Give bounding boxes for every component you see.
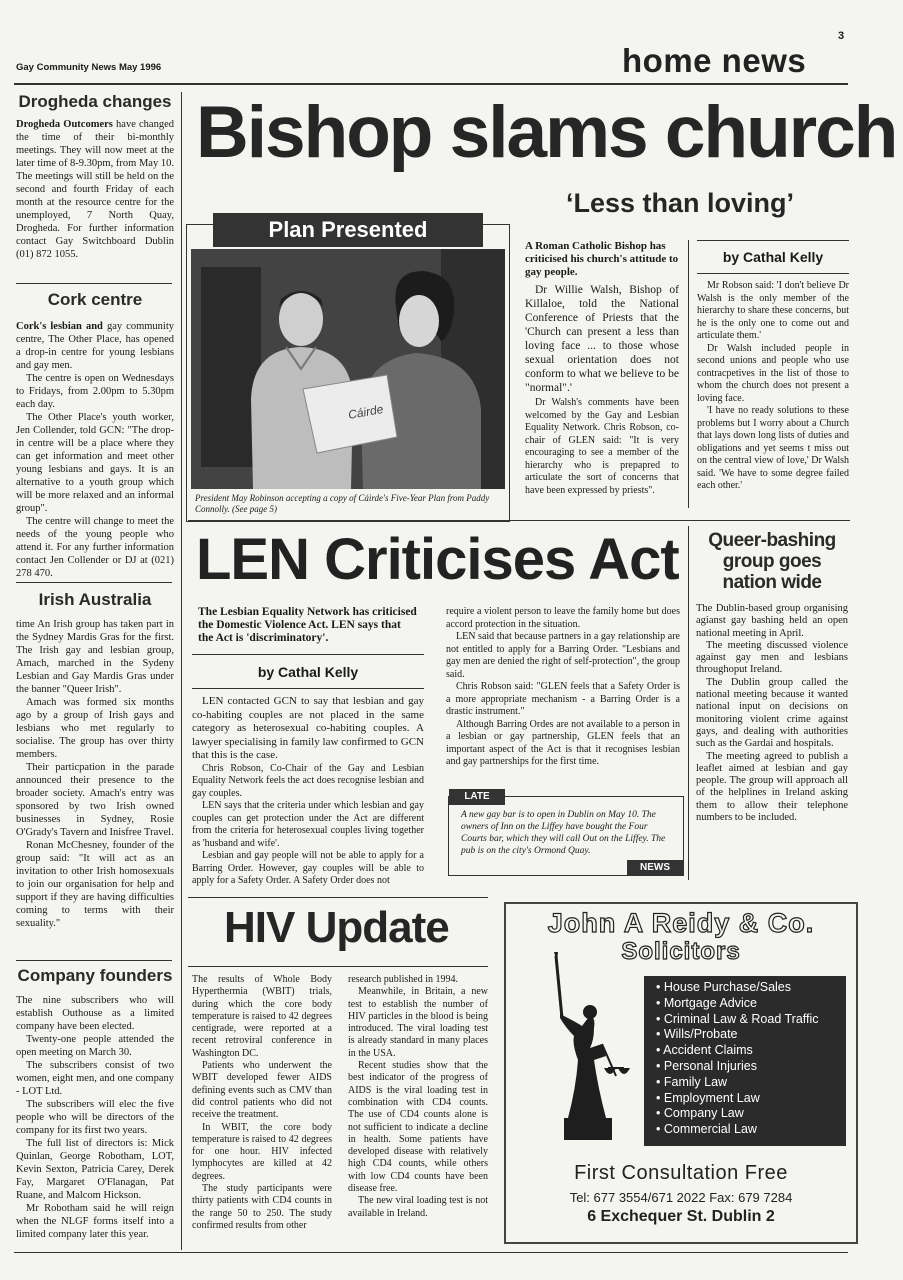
queer-para: The meeting agreed to publish a leaflet aimed at lesbian and gay people. The group will approach all of the helplines in Ireland asking them to allow their telephone numbers to be included. (696, 750, 848, 824)
service-item: • Personal Injuries (656, 1058, 757, 1073)
service-item: • Criminal Law & Road Traffic (656, 1011, 819, 1026)
advert-phone: Tel: 677 3554/671 2022 Fax: 679 7284 (569, 1190, 793, 1205)
bishop-para: Dr Willie Walsh, Bishop of Killaloe, told the National Conference of Priests that the 'Church can present a less than loving face ... to those whose sexual orientation does not conform to what we believe to be "normal".' (525, 284, 679, 394)
section-title: home news (622, 42, 807, 79)
cork-para: The Other Place's youth worker, Jen Collender, told GCN: "The drop-in centre will be a place where they can get information and meet other young lesbians and gays. It is an alternative to a youth group which will be more relaxed and an informal group". (16, 412, 174, 514)
founders-para: The full list of directors is: Mick Quinlan, George Robotham, LOT, Kevin Sexton, Patricia Carey, Derek Fay, Margaret O'Flanagan, Pat Ruane, and Malcom Hickson. (16, 1138, 174, 1201)
bishop-para: Dr Walsh included people in second unions and people who use contracpetives in the list of those to whom the church does not present a loving face. (697, 342, 849, 404)
drogheda-title: Drogheda changes (18, 92, 172, 111)
queer-title: Queer-bashing group goes nation wide (708, 530, 836, 593)
hiv-para: The new viral loading test is not available in Ireland. (348, 1195, 488, 1219)
australia-title: Irish Australia (38, 590, 152, 609)
hiv-para: Patients who underwent the WBIT developed fewer AIDS defining events such as CMV than did control patients who did not receive the treatment. (192, 1060, 332, 1121)
australia-para: Ronan McChesney, founder of the group said: "It will act as an invitation to other Irish homosexuals to join our organisation for help and support if they are having difficulties coming to terms with their sexuality." (16, 840, 174, 929)
australia-body (16, 618, 174, 930)
founders-para: The subscribers will elec the five people who will be directors of the company for its first two years. (16, 1099, 174, 1136)
advert-firm-name: John A Reidy & Co. (547, 908, 815, 938)
service-item: • House Purchase/Sales (656, 980, 792, 994)
cork-lead: Cork's lesbian and (16, 321, 103, 332)
bishop-intro: A Roman Catholic Bishop has criticised his church's attitude to gay people. (525, 240, 679, 278)
len-para: Lesbian and gay people will not be able to apply for a Barring Order. However, gay couples will be able to apply for a Safety Order. A Safety Order does not (192, 850, 424, 886)
photo-caption: President May Robinson accepting a copy of Cáirde's Five-Year Plan from Paddy Connolly. (See page 5) (195, 493, 490, 514)
founders-title: Company founders (17, 966, 173, 985)
founders-para: Mr Robotham said he will reign when the NLGF forms itself into a limited company later this year. (16, 1203, 174, 1240)
hiv-headline: HIV Update (224, 903, 449, 952)
bishop-byline: by Cathal Kelly (722, 249, 824, 265)
justice-statue-icon (532, 948, 632, 1148)
len-para: Although Barring Ordes are not available to a person in a lesbian or gay partnership, GLEN feels that an important aspect of the Act is that it recognises lesbian and gay partnerships for the first time. (446, 718, 680, 767)
hiv-para: The study participants were thirty patients with CD4 counts in the range 50 to 250. The study confirmed results from other (192, 1183, 332, 1231)
australia-story (16, 590, 174, 930)
hiv-col1 (192, 974, 332, 1232)
service-item: • Mortgage Advice (656, 995, 757, 1010)
advert-firm-type: Solicitors (621, 938, 741, 965)
queer-story (696, 530, 848, 824)
len-para: LEN contacted GCN to say that lesbian and gay co-habiting couples are not placed in the same category as heterosexual co-habiting couples. A lawyer specialising in family law confirmed to GCN that this is the case. (192, 695, 424, 761)
len-col2 (446, 606, 680, 769)
publication-date: Gay Community News May 1996 (16, 62, 162, 73)
cork-body (16, 320, 174, 580)
len-para: LEN said that because partners in a gay relationship are not entitled to apply for a Barring Order. "Lesbians and gay men are denied the right of self-protection", the group said. (446, 631, 680, 680)
founders-para: The subscribers consist of two women, eight men, and one company - LOT Ltd. (16, 1060, 174, 1097)
page-number: 3 (838, 30, 845, 42)
queer-para: The Dublin-based group organising agianst gay bashing held an open national meeting in April. (696, 603, 848, 639)
photo-image (191, 249, 505, 489)
len-para: Chris Robson said: "GLEN feels that a Safety Order is a more appropriate mechanism - a Barring Order is a drastic instrument." (446, 681, 680, 717)
len-intro: The Lesbian Equality Network has criticised the Domestic Violence Act. LEN says that the Act is 'discriminatory'. (198, 606, 417, 644)
bishop-col1 (525, 240, 679, 497)
late-news-text: A new gay bar is to open in Dublin on May 10. The owners of Inn on the Liffey have bought the Four Courts bar, which they will call Out on the Liffey. The pub is on the city's Ormond Quay. (461, 810, 666, 856)
late-label: LATE (449, 789, 505, 805)
bishop-para: Dr Walsh's comments have been welcomed by the Gay and Lesbian Equality Network. Chris Robson, co-chair of GLEN said: "It is very encouraging to see a member of the hierarchy who is prepapred to articulate the sort of concerns that have been expressed by priests". (525, 397, 679, 496)
drogheda-lead: Drogheda Outcomers (16, 119, 113, 130)
service-item: • Company Law (656, 1106, 744, 1121)
len-para: require a violent person to leave the family home but does accord protection in the situation. (446, 606, 680, 630)
hiv-para: The results of Whole Body Hyperthermia (WBIT) trials, during which the core body temperature is raised to 42 degrees centigrade, were reported at a recent retroviral conference in Washington DC. (192, 974, 332, 1059)
document-title: Cáirde (347, 402, 385, 422)
founders-para: Twenty-one people attended the open meeting on March 30. (16, 1034, 174, 1058)
news-label: NEWS (627, 860, 683, 876)
advert-offer: First Consultation Free (574, 1162, 788, 1184)
photo-banner: Plan Presented (213, 213, 483, 247)
hiv-para: Recent studies show that the best indicator of the progress of AIDS is the viral loading test in combination with CD4 counts. The use of CD4 counts alone is not sufficient to indicate a decline in health. Some patients have developed disease with relatively high CD4 counts, while others with low CD4 counts have been disease free. (348, 1060, 488, 1195)
late-news-box (448, 791, 684, 876)
len-para: LEN says that the criteria under which lesbian and gay couples can get protection under the Act are different from the criteria for heterosexual couples living together as 'husband and wife'. (192, 800, 424, 849)
service-item: • Employment Law (656, 1090, 760, 1105)
len-para: Chris Robson, Co-Chair of the Gay and Lesbian Equality Network feels the act does recognise lesbian and gay couples. (192, 762, 424, 799)
cork-title: Cork centre (47, 290, 143, 309)
solicitor-advert (504, 902, 858, 1244)
service-item: • Accident Claims (656, 1043, 753, 1058)
cork-story (16, 290, 174, 580)
hiv-para: In WBIT, the core body temperature is raised to 42 degrees for one hour. HIV infected lymphocytes are killed at 42 degrees. (192, 1121, 332, 1182)
bishop-para: 'I have no ready solutions to these problems but I worry about a Church that lays down long lists of duties and obligations and yet seems t miss out on the central view of love,' Dr Walsh said. 'We have to some degree failed each other.' (697, 405, 849, 491)
service-item: • Commercial Law (656, 1122, 757, 1137)
cork-para: gay community centre, The Other Place, has opened a drop-in centre for young lesbians and gay men. (16, 321, 174, 371)
service-item: • Wills/Probate (656, 1027, 738, 1042)
len-headline: LEN Criticises Act (196, 527, 679, 592)
services-panel (644, 976, 846, 1146)
hiv-col2 (348, 974, 488, 1220)
bishop-subhead: ‘Less than loving’ (566, 188, 795, 218)
queer-para: The Dublin group called the national meeting because it wanted national input on decisions on monitoring violent crime against gays, and dealing with authorities such as the Gardai and hospitals. (696, 676, 848, 750)
founders-body (16, 994, 174, 1241)
cork-para: The centre will change to meet the needs of the young people who attend it. For any further information contact Jen Collender or DJ at (021) 278 470. (16, 516, 174, 579)
len-col1 (192, 606, 424, 888)
drogheda-body (16, 118, 174, 261)
australia-para: Amach was formed six months ago by a group of Irish gays and lesbians who met regularly to socialise. The group has over thirty members. (16, 697, 174, 760)
advert-address: 6 Exchequer St. Dublin 2 (587, 1208, 775, 1225)
bishop-headline: Bishop slams church (196, 92, 897, 173)
len-byline: by Cathal Kelly (257, 664, 359, 680)
australia-para: time An Irish group has taken part in the Sydney Mardis Gras for the first. The Irish gay and lesbian group, Amach, marched in the Sydeny Lesbian and Gay Mardis Gras under the banner "Queer Irish". (16, 619, 174, 695)
hiv-para: Meanwhile, in Britain, a new test to establish the number of HIV particles in the blood is being introduced. The viral loading test is already standard in many places in the USA. (348, 986, 488, 1059)
cork-para: The centre is open on Wednesdays to Fridays, from 2.00pm to 5.30pm each day. (16, 373, 174, 410)
drogheda-para: have changed the time of their bi-monthly meetings. They will now meet at the later time of 8-9.30pm, from May 10. The meetings will still be held on the second and fourth Friday of each month at the resource centre for the unemployed, 7 North Quay, Drogheda. For further information contact Gay Switchboard Dublin (01) 872 1055. (16, 119, 174, 260)
founders-para: The nine subscribers who will establish Outhouse as a limited company have been elected. (16, 995, 174, 1032)
hiv-para: research published in 1994. (348, 974, 458, 985)
bishop-col2 (697, 240, 849, 493)
queer-para: The meeting discussed violence against gay men and lesbians throughoput Ireland. (696, 639, 848, 676)
photo-frame (186, 217, 510, 522)
drogheda-story (16, 92, 174, 261)
founders-story (16, 966, 174, 1241)
bishop-para: Mr Robson said: 'I don't believe Dr Walsh is the only member of the hierarchy to share these concerns, but he is the only one to come out and articulate them.' (697, 280, 849, 341)
service-item: • Family Law (656, 1074, 728, 1089)
australia-para: Their particpation in the parade announced their presence to the broader society. Amach's entry was sponsored by two Irish owned businesses in Sydney, Rosie O'Grady's Tavern and Inisfree Travel. (16, 762, 174, 838)
